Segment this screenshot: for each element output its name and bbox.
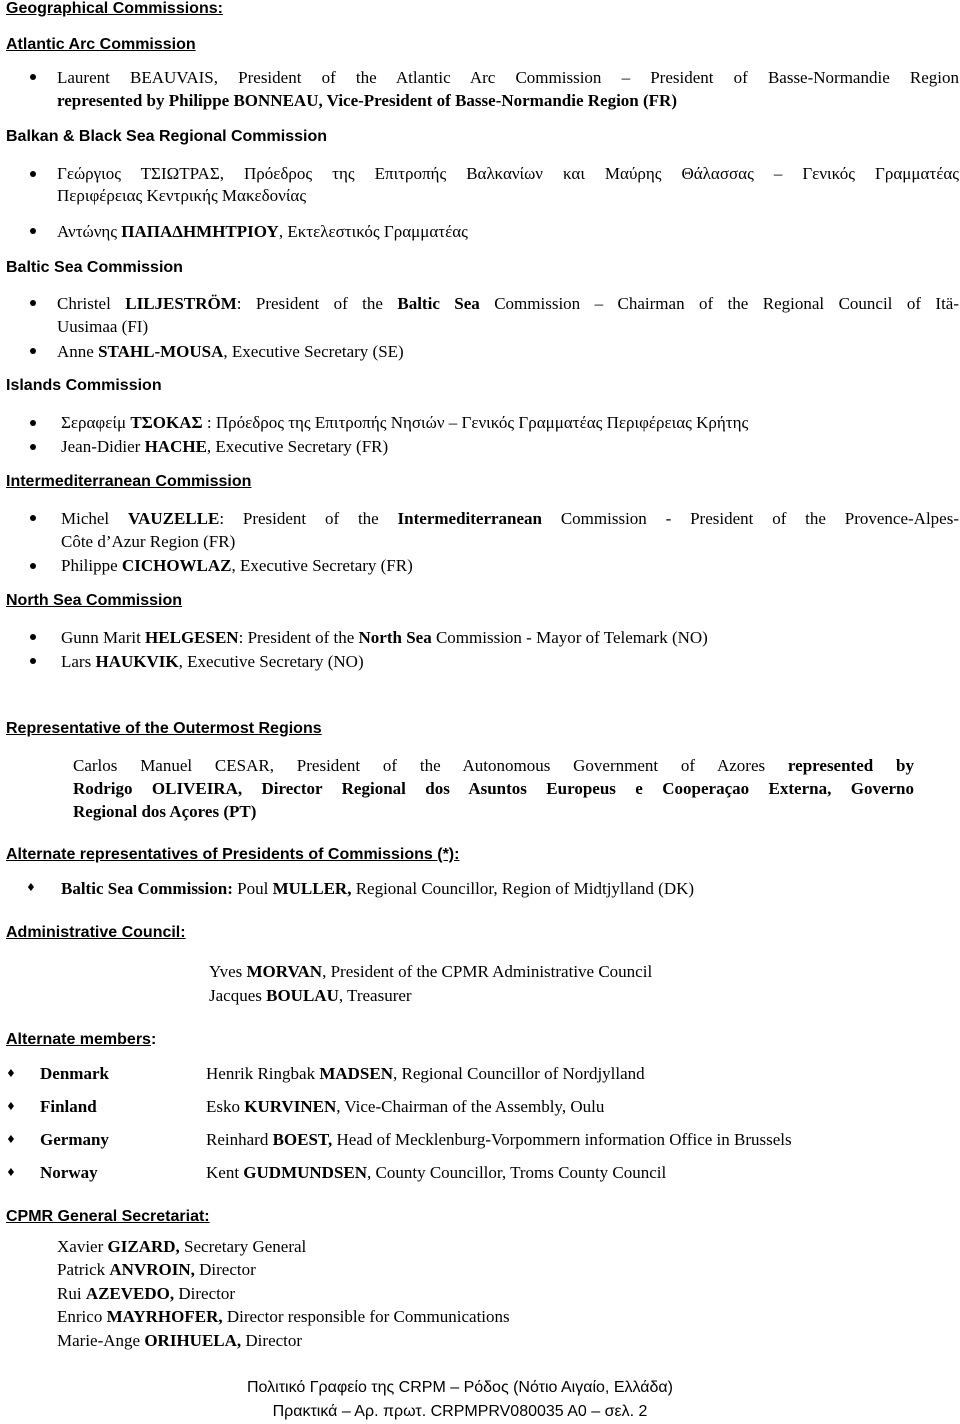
outermost-line2: Rodrigo OLIVEIRA, Director Regional dos Asuntos Europeus e Cooperaçao Externa, Governo: [73, 779, 914, 798]
footer-line2: Πρακτικά – Αρ. πρωτ. CRPMPRV080035 A0 – σελ. 2: [272, 1403, 648, 1420]
first-name: Kent: [206, 1163, 244, 1182]
secretariat-heading: CPMR General Secretariat:: [6, 1208, 210, 1225]
last-name: KURVINEN: [244, 1097, 337, 1116]
balkan-president-line1: Γεώργιος ΤΣΙΩΤΡΑΣ, Πρόεδρος της Επιτροπής Βαλκανίων και Μαύρης Θάλασσας – Γενικός Γραμματέας: [57, 164, 959, 183]
first-name: Enrico: [57, 1307, 107, 1326]
bullet: [30, 563, 36, 569]
last-name: MADSEN: [319, 1064, 393, 1083]
member-country: Finland: [40, 1097, 97, 1116]
intermed-president-line1: [61, 507, 959, 530]
outermost-line3: Regional dos Açores (PT): [73, 802, 257, 821]
last-name: BOEST,: [272, 1130, 333, 1149]
baltic-secretary: [57, 340, 404, 363]
northsea-secretary: [61, 650, 364, 673]
role: , Regional Councillor of Nordjylland: [393, 1064, 645, 1083]
role: , President of the CPMR Administrative Council: [322, 962, 653, 981]
member-country: Norway: [40, 1163, 98, 1182]
last-name: ΠΑΠΑΔΗΜΗΤΡΙΟΥ: [121, 222, 279, 241]
first-name: Patrick: [57, 1260, 110, 1279]
northsea-president: [61, 626, 708, 649]
member-person: [206, 1128, 792, 1151]
role: : President of the: [236, 294, 398, 313]
first-name: Philippe: [61, 556, 122, 575]
commission-name: Intermediterranean: [397, 509, 543, 528]
member-person: [206, 1161, 666, 1184]
outermost-heading: Representative of the Outermost Regions: [6, 720, 322, 737]
atlantic-president-line1: Laurent BEAUVAIS, President of the Atlantic Arc Commission – President of Basse-Normandie Region: [57, 68, 959, 87]
atlantic-arc-heading: Atlantic Arc Commission: [6, 36, 196, 53]
first-name: Christel: [57, 294, 126, 313]
member-country: Germany: [40, 1130, 109, 1149]
last-name: LILJESTRÖM: [125, 294, 237, 313]
diamond-bullet-icon: ♦: [6, 1067, 16, 1080]
last-name: ANVROIN,: [109, 1260, 195, 1279]
first-name: Rui: [57, 1284, 86, 1303]
last-name: GIZARD,: [107, 1237, 180, 1256]
role: , Executive Secretary (NO): [178, 652, 364, 671]
first-name: Αντώνης: [57, 222, 118, 241]
alternate-members-label: Alternate members: [6, 1031, 151, 1048]
role: Regional Councillor, Region of Midtjylland (DK): [351, 879, 695, 898]
last-name: CICHOWLAZ: [121, 556, 232, 575]
last-name: ORIHUELA,: [144, 1331, 242, 1350]
role: , Εκτελεστικός Γραμματέας: [278, 222, 468, 241]
role: Director: [174, 1284, 236, 1303]
bullet: [30, 515, 36, 521]
balkan-heading: Balkan & Black Sea Regional Commission: [6, 128, 327, 145]
first-name: Esko: [206, 1097, 245, 1116]
represented-by: represented by: [787, 756, 914, 775]
bullet: [30, 228, 36, 234]
last-name: ΤΣΟΚΑΣ: [130, 413, 203, 432]
role: Director: [194, 1260, 256, 1279]
first-name: Gunn Marit: [61, 628, 146, 647]
diamond-bullet-icon: ♦: [6, 1166, 16, 1179]
baltic-president-line1: [57, 292, 959, 315]
alternate-rep-baltic: [61, 877, 694, 900]
last-name: MORVAN: [246, 962, 323, 981]
last-name: VAUZELLE: [127, 509, 220, 528]
intermediterranean-heading: Intermediterranean Commission: [6, 473, 252, 490]
member-country: Denmark: [40, 1064, 109, 1083]
secretariat-member: [57, 1305, 510, 1328]
last-name: BOULAU: [266, 986, 339, 1005]
commission-name: North Sea: [358, 628, 432, 647]
first-name: Marie-Ange: [57, 1331, 145, 1350]
role: : Πρόεδρος της Επιτροπής Νησιών – Γενικός Γραμματέας Περιφέρειας Κρήτης: [202, 413, 749, 432]
first-name: Henrik Ringbak: [206, 1064, 320, 1083]
first-name: Σεραφείμ: [61, 413, 131, 432]
first-name: Reinhard: [206, 1130, 273, 1149]
islands-secretary: [61, 435, 388, 458]
first-name: Yves: [209, 962, 247, 981]
last-name: MULLER,: [272, 879, 352, 898]
last-name: GUDMUNDSEN: [243, 1163, 368, 1182]
bullet: [30, 74, 36, 80]
last-name: STAHL-MOUSA: [98, 342, 224, 361]
intermed-secretary: [61, 554, 413, 577]
bullet: [30, 300, 36, 306]
baltic-heading: Baltic Sea Commission: [6, 259, 183, 276]
first-name: Poul: [232, 879, 273, 898]
role: : President of the: [238, 628, 359, 647]
islands-heading: Islands Commission: [6, 377, 162, 394]
secretariat-member: [57, 1258, 256, 1281]
footer-line1: Πολιτικό Γραφείο της CRPM – Ρόδος (Νότιο Αιγαίο, Ελλάδα): [247, 1379, 673, 1396]
diamond-bullet-icon: ♦: [26, 881, 36, 894]
bullet: [30, 348, 36, 354]
last-name: HACHE: [144, 437, 207, 456]
member-person: [206, 1062, 645, 1085]
secretariat-member: [57, 1282, 235, 1305]
last-name: MAYRHOFER,: [106, 1307, 223, 1326]
last-name: HELGESEN: [145, 628, 239, 647]
bullet: [30, 171, 36, 177]
secretariat-member: [57, 1329, 302, 1352]
bullet: [30, 420, 36, 426]
role: Head of Mecklenburg-Vorpommern information Office in Brussels: [332, 1130, 792, 1149]
first-name: Anne: [57, 342, 99, 361]
first-name: Jacques: [209, 986, 267, 1005]
first-name: Michel: [61, 509, 128, 528]
north-sea-heading: North Sea Commission: [6, 592, 183, 609]
outermost-line1: [73, 754, 914, 777]
role: , Executive Secretary (FR): [206, 437, 389, 456]
admin-treasurer: [209, 984, 412, 1007]
bullet: [30, 658, 36, 664]
atlantic-president-line2: represented by Philippe BONNEAU, Vice-President of Basse-Normandie Region (FR): [57, 91, 677, 110]
baltic-president-line2: Uusimaa (FI): [57, 317, 149, 336]
first-name: Xavier: [57, 1237, 108, 1256]
heading-colon: :: [150, 1031, 157, 1048]
bullet: [30, 634, 36, 640]
balkan-secretary: [57, 220, 468, 243]
alternate-reps-heading: Alternate representatives of Presidents of Commissions (*):: [6, 846, 460, 863]
admin-president: [209, 960, 652, 983]
role: , Executive Secretary (SE): [223, 342, 404, 361]
bullet: [30, 444, 36, 450]
role: Director responsible for Communications: [222, 1307, 510, 1326]
role-continued: Commission - President of the Provence-Alpes-: [542, 509, 960, 528]
member-person: [206, 1095, 604, 1118]
role: , Treasurer: [338, 986, 412, 1005]
first-name: Lars: [61, 652, 96, 671]
first-name: Jean-Didier: [61, 437, 145, 456]
commission-name: Baltic Sea: [397, 294, 480, 313]
intermed-president-line2: Côte d’Azur Region (FR): [61, 532, 236, 551]
role: Secretary General: [179, 1237, 307, 1256]
secretariat-member: [57, 1235, 306, 1258]
islands-president: [61, 411, 748, 434]
role: , Vice-Chairman of the Assembly, Oulu: [336, 1097, 605, 1116]
balkan-president-line2: Περιφέρειας Κεντρικής Μακεδονίας: [57, 186, 307, 205]
alternate-members-heading: [6, 1031, 156, 1049]
last-name: AZEVEDO,: [85, 1284, 175, 1303]
geographical-commissions-heading: Geographical Commissions:: [6, 0, 223, 17]
last-name: HAUKVIK: [95, 652, 179, 671]
role: : President of the: [219, 509, 398, 528]
diamond-bullet-icon: ♦: [6, 1133, 16, 1146]
diamond-bullet-icon: ♦: [6, 1100, 16, 1113]
commission-name: Baltic Sea Commission:: [61, 879, 233, 898]
role-continued: Commission – Chairman of the Regional Council of Itä-: [479, 294, 960, 313]
role: , County Councillor, Troms County Council: [367, 1163, 667, 1182]
representative: Carlos Manuel CESAR, President of the Autonomous Government of Azores: [73, 756, 788, 775]
role-continued: Commission - Mayor of Telemark (NO): [431, 628, 708, 647]
admin-council-heading: Administrative Council:: [6, 924, 186, 941]
role: Director: [241, 1331, 303, 1350]
role: , Executive Secretary (FR): [231, 556, 413, 575]
